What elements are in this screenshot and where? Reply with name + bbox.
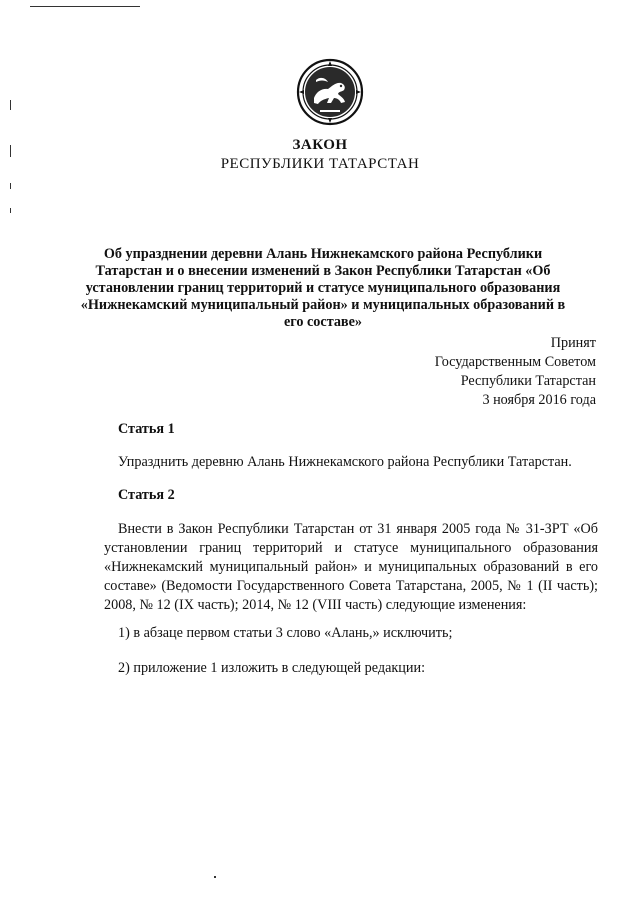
- article-2-item-2: 2) приложение 1 изложить в следующей редакции:: [118, 660, 426, 676]
- adoption-block: [435, 334, 596, 410]
- adoption-line-3: Республики Татарстан: [460, 373, 596, 389]
- article-2-heading: Статья 2: [118, 487, 175, 503]
- scan-artifact-left-4: [10, 208, 11, 213]
- scan-artifact-left-3: [10, 183, 11, 189]
- adoption-line-2: Государственным Советом: [434, 354, 596, 370]
- article-2-item-1: 1) в абзаце первом статьи 3 слово «Алань,» исключить;: [118, 625, 453, 641]
- republic-heading: РЕСПУБЛИКИ ТАТАРСТАН: [220, 156, 420, 172]
- scan-artifact-bottom: [214, 876, 216, 878]
- adoption-line-1: Принят: [550, 335, 596, 351]
- law-title: Об упразднении деревни Алань Нижнекамского района Республики Татарстан и о внесении изменений в Закон Республики Татарстан «Об установлении границ территорий и статусе муниципального образования «Нижнекамский муниципальный район» и муниципальных образований в его составе»: [80, 246, 566, 330]
- article-2-text: Внести в Закон Республики Татарстан от 31 января 2005 года № 31-ЗРТ «Об установлении границ территорий и статусе муниципального образования «Нижнекамский муниципальный район» и муниципальных образований в его составе» (Ведомости Государственного Совета Татарстана, 2005, № 1 (II часть); 2008, № 12 (IX часть); 2014, № 12 (VIII часть) следующие изменения:: [104, 521, 598, 613]
- adoption-date: 3 ноября 2016 года: [482, 392, 596, 408]
- law-kind-heading: ЗАКОН: [292, 137, 348, 153]
- scan-artifact-top: [30, 6, 140, 7]
- tatarstan-coat-of-arms-icon: [296, 58, 364, 126]
- article-1-text: Упразднить деревню Алань Нижнекамского района Республики Татарстан.: [118, 454, 572, 470]
- scan-artifact-left-1: [10, 100, 11, 110]
- article-1-heading: Статья 1: [118, 421, 175, 437]
